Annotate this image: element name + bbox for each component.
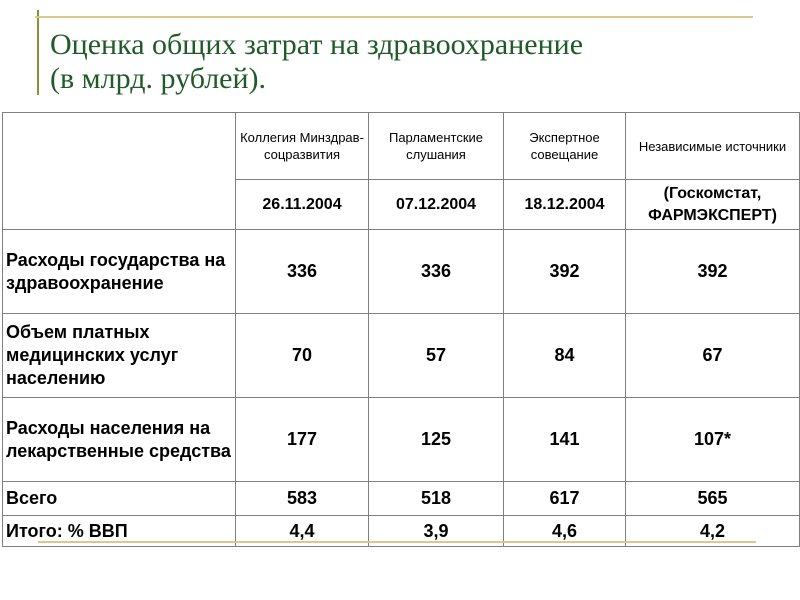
column-source: (Госкомстат, ФАРМЭКСПЕРТ) [626,180,800,230]
table-cell: 57 [369,314,504,398]
table-header-row [3,113,800,180]
table-cell: 583 [236,482,369,516]
table-cell: 125 [369,398,504,482]
row-label: Объем платных медицинских услуг населению [3,314,236,398]
table-cell: 141 [504,398,626,482]
table-cell: 617 [504,482,626,516]
table-cell: 392 [626,230,800,314]
slide-title-line-1: Оценка общих затрат на здравоохранение [50,28,584,61]
table-cell: 565 [626,482,800,516]
slide-title [50,28,770,96]
column-header: Независимые источники [626,113,800,180]
table-cell: 177 [236,398,369,482]
bottom-divider [38,541,756,543]
title-accent-line [37,10,39,95]
table-cell: 67 [626,314,800,398]
table-row [3,482,800,516]
top-divider [35,16,753,18]
row-label: Расходы государства на здравоохранение [3,230,236,314]
column-date: 07.12.2004 [369,180,504,230]
cost-table [2,112,800,547]
table-cell: 107* [626,398,800,482]
slide-title-line-2: (в млрд. рублей). [50,62,267,95]
table-cell: 336 [236,230,369,314]
row-label: Расходы населения на лекарственные средства [3,398,236,482]
row-label: Всего [3,482,236,516]
table-cell: 70 [236,314,369,398]
table-cell: 4,4 [236,516,369,547]
table-corner-cell [3,113,236,230]
table-row [3,398,800,482]
table-cell: 84 [504,314,626,398]
column-header: Коллегия Минздрав-соцразвития [236,113,369,180]
table-cell: 518 [369,482,504,516]
column-header: Экспертное совещание [504,113,626,180]
table-row [3,230,800,314]
table-cell: 336 [369,230,504,314]
table-cell: 4,6 [504,516,626,547]
table-cell: 3,9 [369,516,504,547]
column-header: Парламентские слушания [369,113,504,180]
table-row [3,314,800,398]
row-label: Итого: % ВВП [3,516,236,547]
column-date: 26.11.2004 [236,180,369,230]
table-cell: 392 [504,230,626,314]
table-cell: 4,2 [626,516,800,547]
column-date: 18.12.2004 [504,180,626,230]
